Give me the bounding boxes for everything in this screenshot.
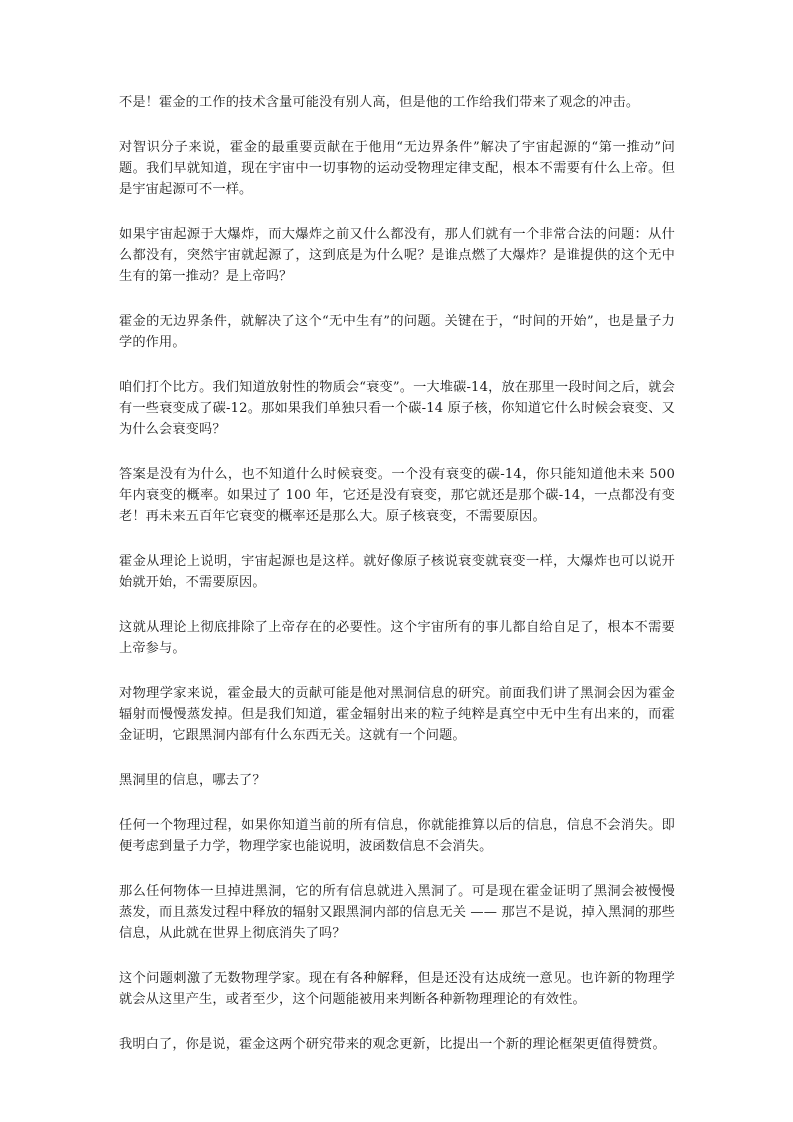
paragraph: 我明白了，你是说，霍金这两个研究带来的观念更新，比提出一个新的理论框架更值得赞赏。 xyxy=(119,1037,666,1052)
paragraph: 答案是没有为什么，也不知道什么时候衰变。一个没有衰变的碳-14，你只能知道他未来 500 年内衰变的概率。如果过了 100 年，它还是没有衰变，那它就还是那个碳-14，一点都没有变老！再未来五百年它衰变的概率还是那么大。原子核衰变，不需要原因。 xyxy=(119,467,675,524)
paragraph: 对物理学家来说，霍金最大的贡献可能是他对黑洞信息的研究。前面我们讲了黑洞会因为霍金辐射而慢慢蒸发掉。但是我们知道，霍金辐射出来的粒子纯粹是真空中无中生有出来的，而霍金证明，它跟黑洞内部有什么东西无关。这就有一个问题。 xyxy=(119,686,675,743)
document-body xyxy=(119,92,675,1079)
paragraph: 这就从理论上彻底排除了上帝存在的必要性。这个宇宙所有的事儿都自给自足了，根本不需要上帝参与。 xyxy=(119,620,675,656)
paragraph: 那么任何物体一旦掉进黑洞，它的所有信息就进入黑洞了。可是现在霍金证明了黑洞会被慢慢蒸发，而且蒸发过程中释放的辐射又跟黑洞内部的信息无关 —— 那岂不是说，掉入黑洞的那些信息，从此就在世界上彻底消失了吗？ xyxy=(119,884,675,941)
paragraph: 霍金从理论上说明，宇宙起源也是这样。就好像原子核说衰变就衰变一样，大爆炸也可以说开始就开始，不需要原因。 xyxy=(119,554,675,590)
paragraph: 霍金的无边界条件，就解决了这个“无中生有”的问题。关键在于，“时间的开始”，也是量子力学的作用。 xyxy=(119,314,675,350)
paragraph: 不是！霍金的工作的技术含量可能没有别人高，但是他的工作给我们带来了观念的冲击。 xyxy=(119,95,640,110)
paragraph: 咱们打个比方。我们知道放射性的物质会“衰变”。一大堆碳-14，放在那里一段时间之后，就会有一些衰变成了碳-12。那如果我们单独只看一个碳-14 原子核，你知道它什么时候会衰变、又为什么会衰变吗？ xyxy=(119,380,675,437)
paragraph: 对智识分子来说，霍金的最重要贡献在于他用“无边界条件”解决了宇宙起源的“第一推动”问题。我们早就知道，现在宇宙中一切事物的运动受物理定律支配，根本不需要有什么上帝。但是宇宙起源可不一样。 xyxy=(119,140,675,197)
paragraph: 任何一个物理过程，如果你知道当前的所有信息，你就能推算以后的信息，信息不会消失。即便考虑到量子力学，物理学家也能说明，波函数信息不会消失。 xyxy=(119,818,675,854)
paragraph: 黑洞里的信息，哪去了？ xyxy=(119,773,266,788)
paragraph: 如果宇宙起源于大爆炸，而大爆炸之前又什么都没有，那人们就有一个非常合法的问题：从什么都没有，突然宇宙就起源了，这到底是为什么呢？是谁点燃了大爆炸？是谁提供的这个无中生有的第一推动？是上帝吗？ xyxy=(119,227,675,284)
paragraph: 这个问题刺激了无数物理学家。现在有各种解释，但是还没有达成统一意见。也许新的物理学就会从这里产生，或者至少，这个问题能被用来判断各种新物理理论的有效性。 xyxy=(119,971,675,1007)
